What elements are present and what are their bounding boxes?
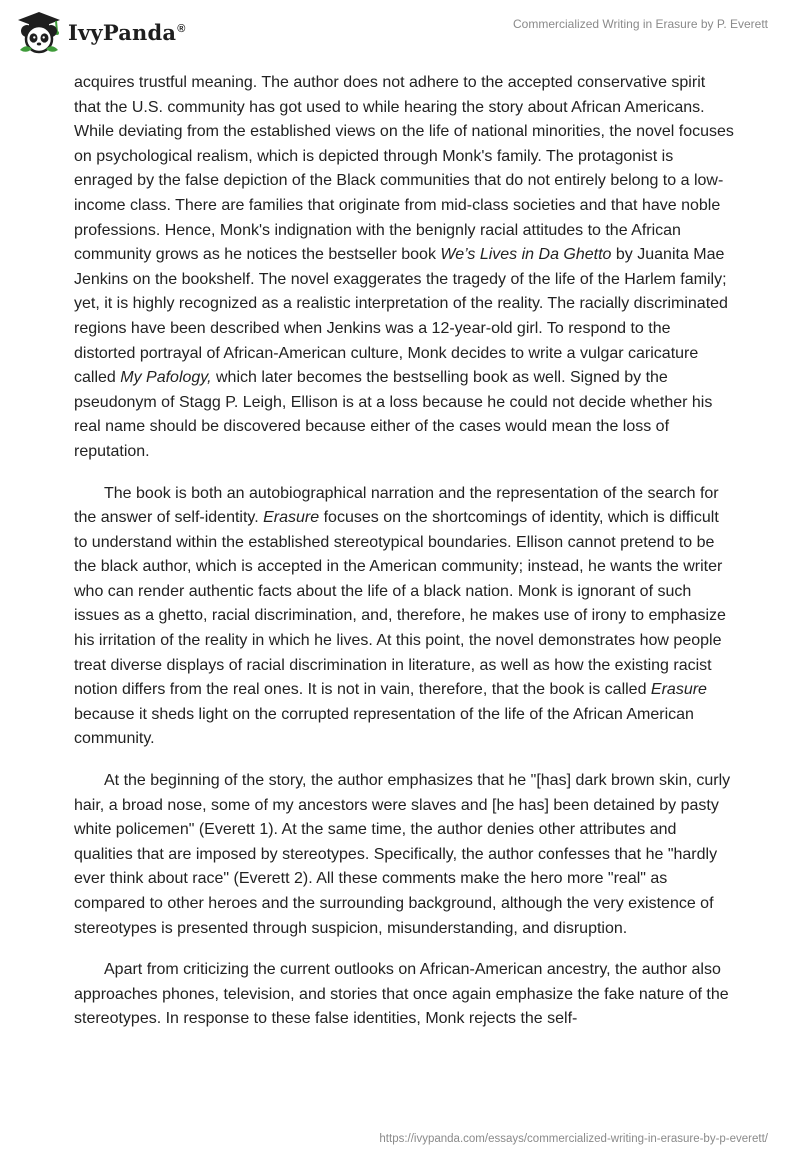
- paragraph-4: Apart from criticizing the current outlooks on African-American ancestry, the author also approaches phones, television, and stories that once again emphasize the fake nature of the stereotypes. In response to these false identities, Monk rejects the self-: [74, 961, 729, 1028]
- book-title-italic: Erasure: [263, 509, 320, 527]
- registered-mark: ®: [177, 22, 186, 35]
- page-header: [0, 0, 800, 62]
- paragraph-3: At the beginning of the story, the author emphasizes that he "[has] dark brown skin, curly hair, a broad nose, some of my ancestors were slaves and [he has] been detained by pasty white policemen" (Everett 1). At the same time, the author denies other attributes and qualities that are imposed by stereotypes. Specifically, the author confesses that he "hardly ever think about race" (Everett 2). All these comments make the hero more "real" as compared to other heroes and the surrounding background, although the very existence of stereotypes is presented through suspicion, misunderstanding, and disruption.: [74, 772, 731, 937]
- document-title: Commercialized Writing in Erasure by P. Everett: [513, 17, 768, 31]
- book-title-italic: My Pafology,: [120, 369, 212, 387]
- book-title-italic: We’s Lives in Da Ghetto: [440, 246, 612, 264]
- ivypanda-logo[interactable]: [16, 10, 186, 54]
- paragraph-1: acquires trustful meaning. The author does not adhere to the accepted conservative spirit that the U.S. community has got used to while hearing the story about African Americans. While deviating from the established views on the life of national minorities, the novel focuses on psychological realism, which is depicted through Monk's family. The protagonist is enraged by the false depiction of the Black communities that do not entirely belong to a low-income class. There are families that originate from mid-class societies and that have noble professions. Hence, Monk's indignation with the benignly racial attitudes to the African community grows as he notices the bestseller book We’s Lives in Da Ghetto by Juanita Mae Jenkins on the bookshelf. The novel exaggerates the tragedy of the life of the Harlem family; yet, it is highly recognized as a realistic interpretation of the reality. The racially discriminated regions have been described when Jenkins was a 12-year-old girl. To respond to the distorted portrayal of African-American culture, Monk decides to write a vulgar caricature called My Pafology, which later becomes the bestselling book as well. Signed by the pseudonym of Stagg P. Leigh, Ellison is at a loss because he could not decide whether his real name should be discovered because either of the cases would mean the loss of reputation.: [74, 74, 734, 460]
- panda-graduate-icon: [16, 10, 62, 54]
- essay-body: [74, 71, 734, 1049]
- source-url[interactable]: https://ivypanda.com/essays/commercialized-writing-in-erasure-by-p-everett/: [379, 1133, 768, 1145]
- book-title-italic: Erasure: [650, 681, 707, 699]
- paragraph-2: The book is both an autobiographical narration and the representation of the search for the answer of self-identity. Erasure focuses on the shortcomings of identity, which is difficult to understand within the established stereotypical boundaries. Ellison cannot pretend to be the black author, which is accepted in the American community; instead, he wants the writer who can render authentic facts about the life of a black nation. Monk is ignorant of such issues as a ghetto, racial discrimination, and, therefore, he makes use of irony to emphasize his irritation of the reality in which he lives. At this point, the novel demonstrates how people treat diverse displays of racial discrimination in literature, as well as how the existing racist notion differs from the real ones. It is not in vain, therefore, that the book is called Erasure because it sheds light on the corrupted representation of the life of the African American community.: [74, 484, 726, 748]
- logo-wordmark: IvyPanda®: [68, 19, 186, 45]
